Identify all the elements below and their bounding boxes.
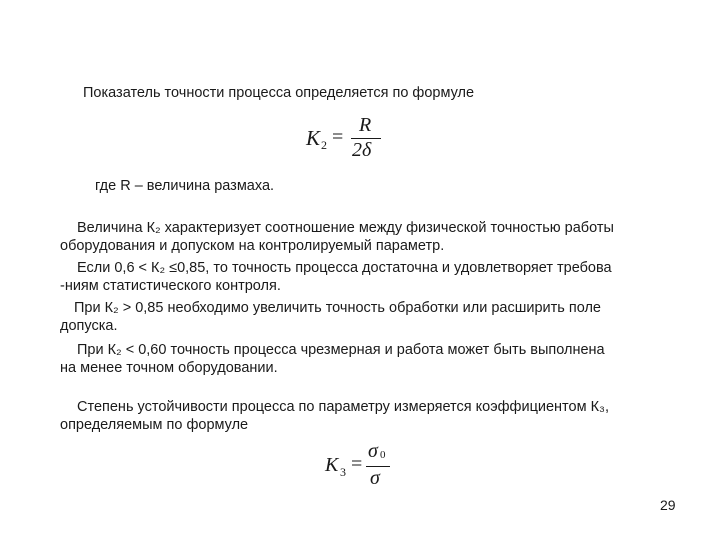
paragraph1-line2: оборудования и допуском на контролируемый параметр.: [60, 238, 445, 254]
formula-k3-denominator: σ: [370, 467, 380, 489]
intro-text: Показатель точности процесса определяется по формуле: [83, 85, 475, 101]
formula-k3-subscript: 3: [340, 465, 346, 479]
formula-k3-equals: =: [351, 453, 363, 475]
formula-k3-symbol: K: [325, 454, 339, 476]
paragraph3-line2: допуска.: [60, 318, 118, 334]
page-number: 29: [660, 497, 676, 513]
paragraph4-line1: При К₂ < 0,60 точность процесса чрезмерная и работа может быть выполнена: [77, 342, 605, 358]
formula-k2-numerator: R: [359, 114, 372, 136]
paragraph2-line1: Если 0,6 < К₂ ≤0,85, то точность процесса достаточна и удовлетворяет требова: [77, 260, 612, 276]
formula-k2-denominator: 2δ: [352, 139, 372, 161]
formula-k2-symbol: K: [306, 126, 321, 150]
formula-k3-numerator-subscript: 0: [380, 449, 386, 461]
formula-k3-numerator: σ: [368, 440, 378, 462]
paragraph5-line1: Степень устойчивости процесса по параметру измеряется коэффициентом К₃,: [77, 399, 609, 415]
formula-k3: [320, 440, 400, 492]
where-text: где R – величина размаха.: [95, 178, 275, 194]
formula-k2-equals: =: [332, 126, 344, 148]
formula-k2: [300, 114, 390, 164]
formula-k2-subscript: 2: [321, 138, 327, 152]
paragraph4-line2: на менее точном оборудовании.: [60, 360, 278, 376]
paragraph1-line1: Величина К₂ характеризует соотношение между физической точностью работы: [77, 220, 614, 236]
paragraph5-line2: определяемым по формуле: [60, 417, 249, 433]
paragraph2-line2: -ниям статистического контроля.: [60, 278, 281, 294]
paragraph3-line1: При К₂ > 0,85 необходимо увеличить точность обработки или расширить поле: [74, 300, 601, 316]
